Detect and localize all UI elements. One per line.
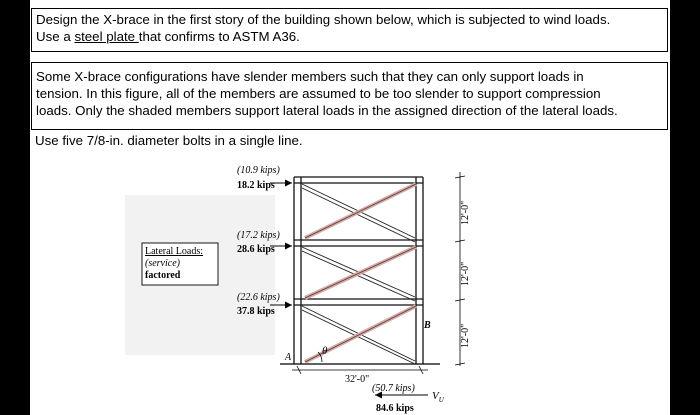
span-dimension (292, 366, 428, 374)
load-roof-service: (10.9 kips) (237, 165, 280, 176)
height-story-3: 12'-0" (460, 200, 471, 225)
explanation-line-3: loads. Only the shaded members support lateral loads in the assigned direction of the lateral loads. (36, 103, 618, 118)
load-roof-factored: 18.2 kips (237, 180, 275, 191)
load-third-factored: 28.6 kips (237, 244, 275, 255)
height-story-1: 12'-0" (460, 323, 471, 348)
frame-beams (294, 177, 423, 305)
explanation-line-1: Some X-brace configurations have slender members such that they can only support loads in (36, 69, 584, 84)
problem-line-1: Design the X-brace in the first story of the building shown below, which is subjected to wind loads. (36, 12, 611, 27)
reaction-subscript: U (438, 396, 444, 404)
legend-service: (service) (145, 258, 180, 269)
theta-label: θ (322, 345, 328, 357)
lateral-loads-legend (142, 243, 218, 285)
reaction-service: (50.7 kips) (372, 383, 415, 394)
reaction-factored: 84.6 kips (376, 403, 414, 414)
problem-sheet (30, 0, 670, 415)
shaded-tension-braces (305, 184, 416, 362)
reaction-v: V (432, 390, 439, 402)
bolt-requirement: Use five 7/8-in. diameter bolts in a single line. (35, 133, 303, 148)
height-story-2: 12'-0" (460, 261, 471, 286)
point-a-label: A (285, 352, 292, 363)
span-label: 32'-0" (345, 374, 370, 385)
point-b-label: B (424, 320, 431, 331)
legend-title: Lateral Loads: (145, 246, 204, 257)
load-third-service: (17.2 kips) (237, 230, 280, 241)
line2-suffix: that confirms to ASTM A36. (138, 29, 300, 44)
reaction-symbol (432, 390, 445, 404)
legend-factored: factored (145, 270, 181, 281)
explanation-line-2: tension. In this figure, all of the members are assumed to be too slender to support compression (36, 86, 601, 101)
load-second-service: (22.6 kips) (237, 292, 280, 303)
line2-prefix: Use a (36, 29, 75, 44)
load-second-factored: 37.8 kips (237, 306, 275, 317)
building-frame-figure (30, 0, 670, 415)
steel-plate-link[interactable]: steel plate (74, 29, 139, 44)
